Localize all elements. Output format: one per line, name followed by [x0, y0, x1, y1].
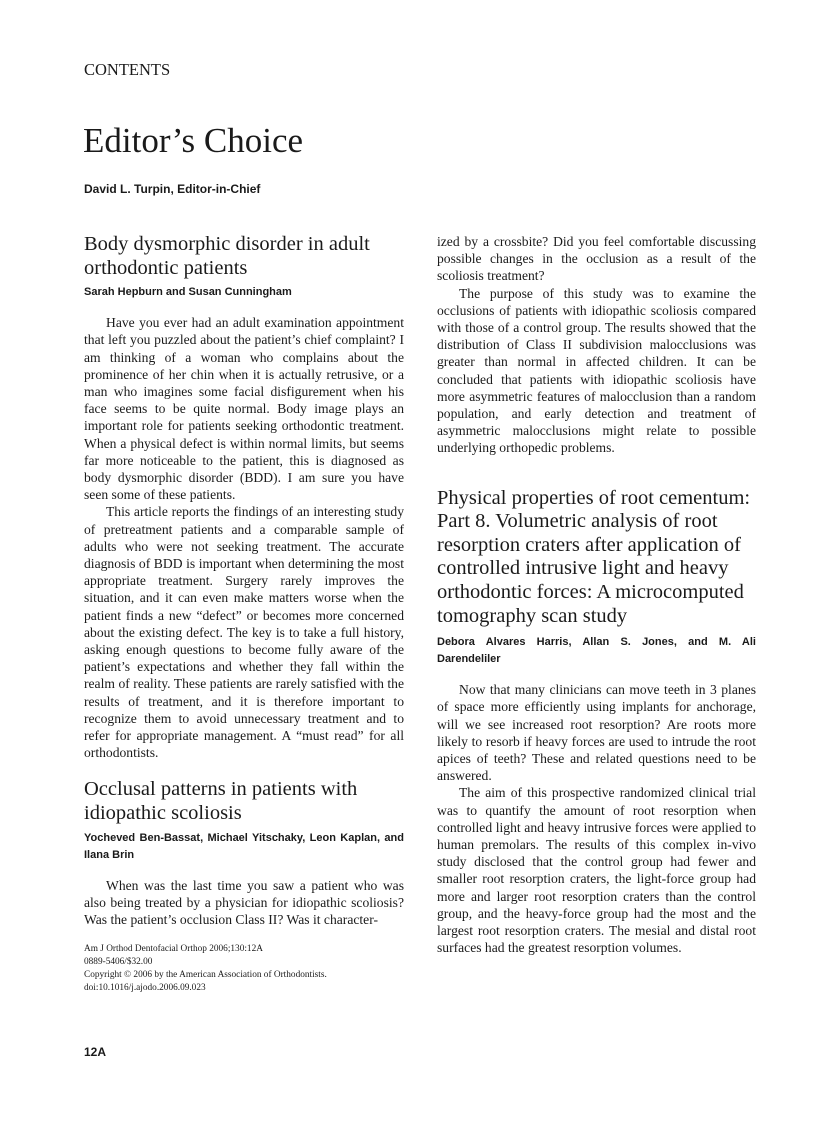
- paragraph: Have you ever had an adult examination appointment that left you puzzled about the patient’s chief complaint? I am thinking of a woman who complains about the prominence of her chin when it is actually retrusive, or a man who imagines some facial disfigurement when his face seems to be quite normal. Body image plays an important role for patients seeking orthodontic treatment. When a physical defect is within normal limits, but seems far more noticeable to the patient, this is diagnosed as body dysmorphic disorder (BDD). I am sure you have seen some of these patients.: [84, 315, 404, 503]
- publication-info: [84, 943, 404, 995]
- paragraph: The purpose of this study was to examine the occlusions of patients with idiopathic scoliosis compared with those of a control group. The results showed that the distribution of Class II subdivision malocclusions was greater than normal in affected children. It can be concluded that patients with idiopathic scoliosis have more asymmetric features of malocclusion than a random population, and early detection and treatment of asymmetric malocclusions might relate to possible underlying orthopedic problems.: [437, 285, 756, 456]
- article-abstract: [84, 877, 404, 929]
- paragraph: ized by a crossbite? Did you feel comfortable discussing possible changes in the occlusion as a result of the scoliosis treatment?: [437, 234, 756, 284]
- issn-price: 0889-5406/$32.00: [84, 957, 153, 967]
- page-number: 12A: [84, 1045, 107, 1059]
- article-authors: Yocheved Ben-Bassat, Michael Yitschaky, Leon Kaplan, and Ilana Brin: [84, 831, 404, 861]
- copyright-notice: Copyright © 2006 by the American Association of Orthodontists.: [84, 970, 327, 980]
- paragraph: When was the last time you saw a patient who was also being treated by a physician for idiopathic scoliosis? Was the patient’s occlusion Class II? Was it character-: [84, 877, 404, 928]
- article-body-dysmorphic: [84, 233, 404, 761]
- article-root-cementum: [437, 487, 756, 957]
- article-abstract-continued: [437, 233, 756, 457]
- paragraph: The aim of this prospective randomized clinical trial was to quantify the amount of root resorption when controlled light and heavy intrusive forces were applied to human premolars. The results of this complex in-vivo study disclosed that the control group had fewer and smaller root resorption craters, the light-force group had more and larger root resorption craters than the control group, and the heavy-force group had the most and the largest root resorption craters. The mesial and distal root surfaces had the greatest resorption volumes.: [437, 785, 756, 956]
- journal-citation: Am J Orthod Dentofacial Orthop 2006;130:12A: [84, 944, 263, 954]
- right-column: [437, 233, 756, 956]
- paragraph: This article reports the findings of an interesting study of pretreatment patients and a comparable sample of adults who were not seeking treatment. The accurate diagnosis of BDD is important when determining the most appropriate treatment. Surgery rarely improves the situation, and it can even make matters worse when the patient finds a new “defect” or becomes more concerned about the existing defect. The key is to take a full history, asking enough questions to become fully aware of the patient’s expectations and whether they fall within the realm of reality. These patients are rarely satisfied with the results of treatment, and it is therefore important to recognize them to avoid unnecessary treatment and to refer for appropriate management. A “must read” for all orthodontists.: [84, 504, 404, 761]
- page-title: Editor’s Choice: [83, 121, 304, 160]
- article-title[interactable]: Physical properties of root cementum: Part 8. Volumetric analysis of root resorption craters after application of controlled intrusive light and heavy orthodontic forces: A microcomputed tomography scan study: [437, 486, 751, 627]
- article-title[interactable]: Body dysmorphic disorder in adult orthodontic patients: [84, 233, 370, 279]
- article-abstract: [84, 314, 404, 761]
- paragraph: Now that many clinicians can move teeth in 3 planes of space more efficiently using implants for anchorage, will we see increased root resorption? Are roots more likely to resorb if heavy forces are used to intrude the root apices of teeth? These and related questions need to be answered.: [437, 682, 756, 784]
- article-authors: Debora Alvares Harris, Allan S. Jones, and M. Ali Darendeliler: [437, 636, 756, 666]
- article-abstract: [437, 681, 756, 956]
- left-column: [84, 233, 404, 928]
- doi-link[interactable]: doi:10.1016/j.ajodo.2006.09.023: [84, 983, 206, 993]
- editor-byline: David L. Turpin, Editor-in-Chief: [84, 182, 261, 196]
- article-title[interactable]: Occlusal patterns in patients with idiopathic scoliosis: [84, 778, 358, 825]
- article-authors: Sarah Hepburn and Susan Cunningham: [84, 286, 292, 299]
- section-label: CONTENTS: [84, 60, 171, 79]
- article-occlusal-patterns: [84, 778, 404, 928]
